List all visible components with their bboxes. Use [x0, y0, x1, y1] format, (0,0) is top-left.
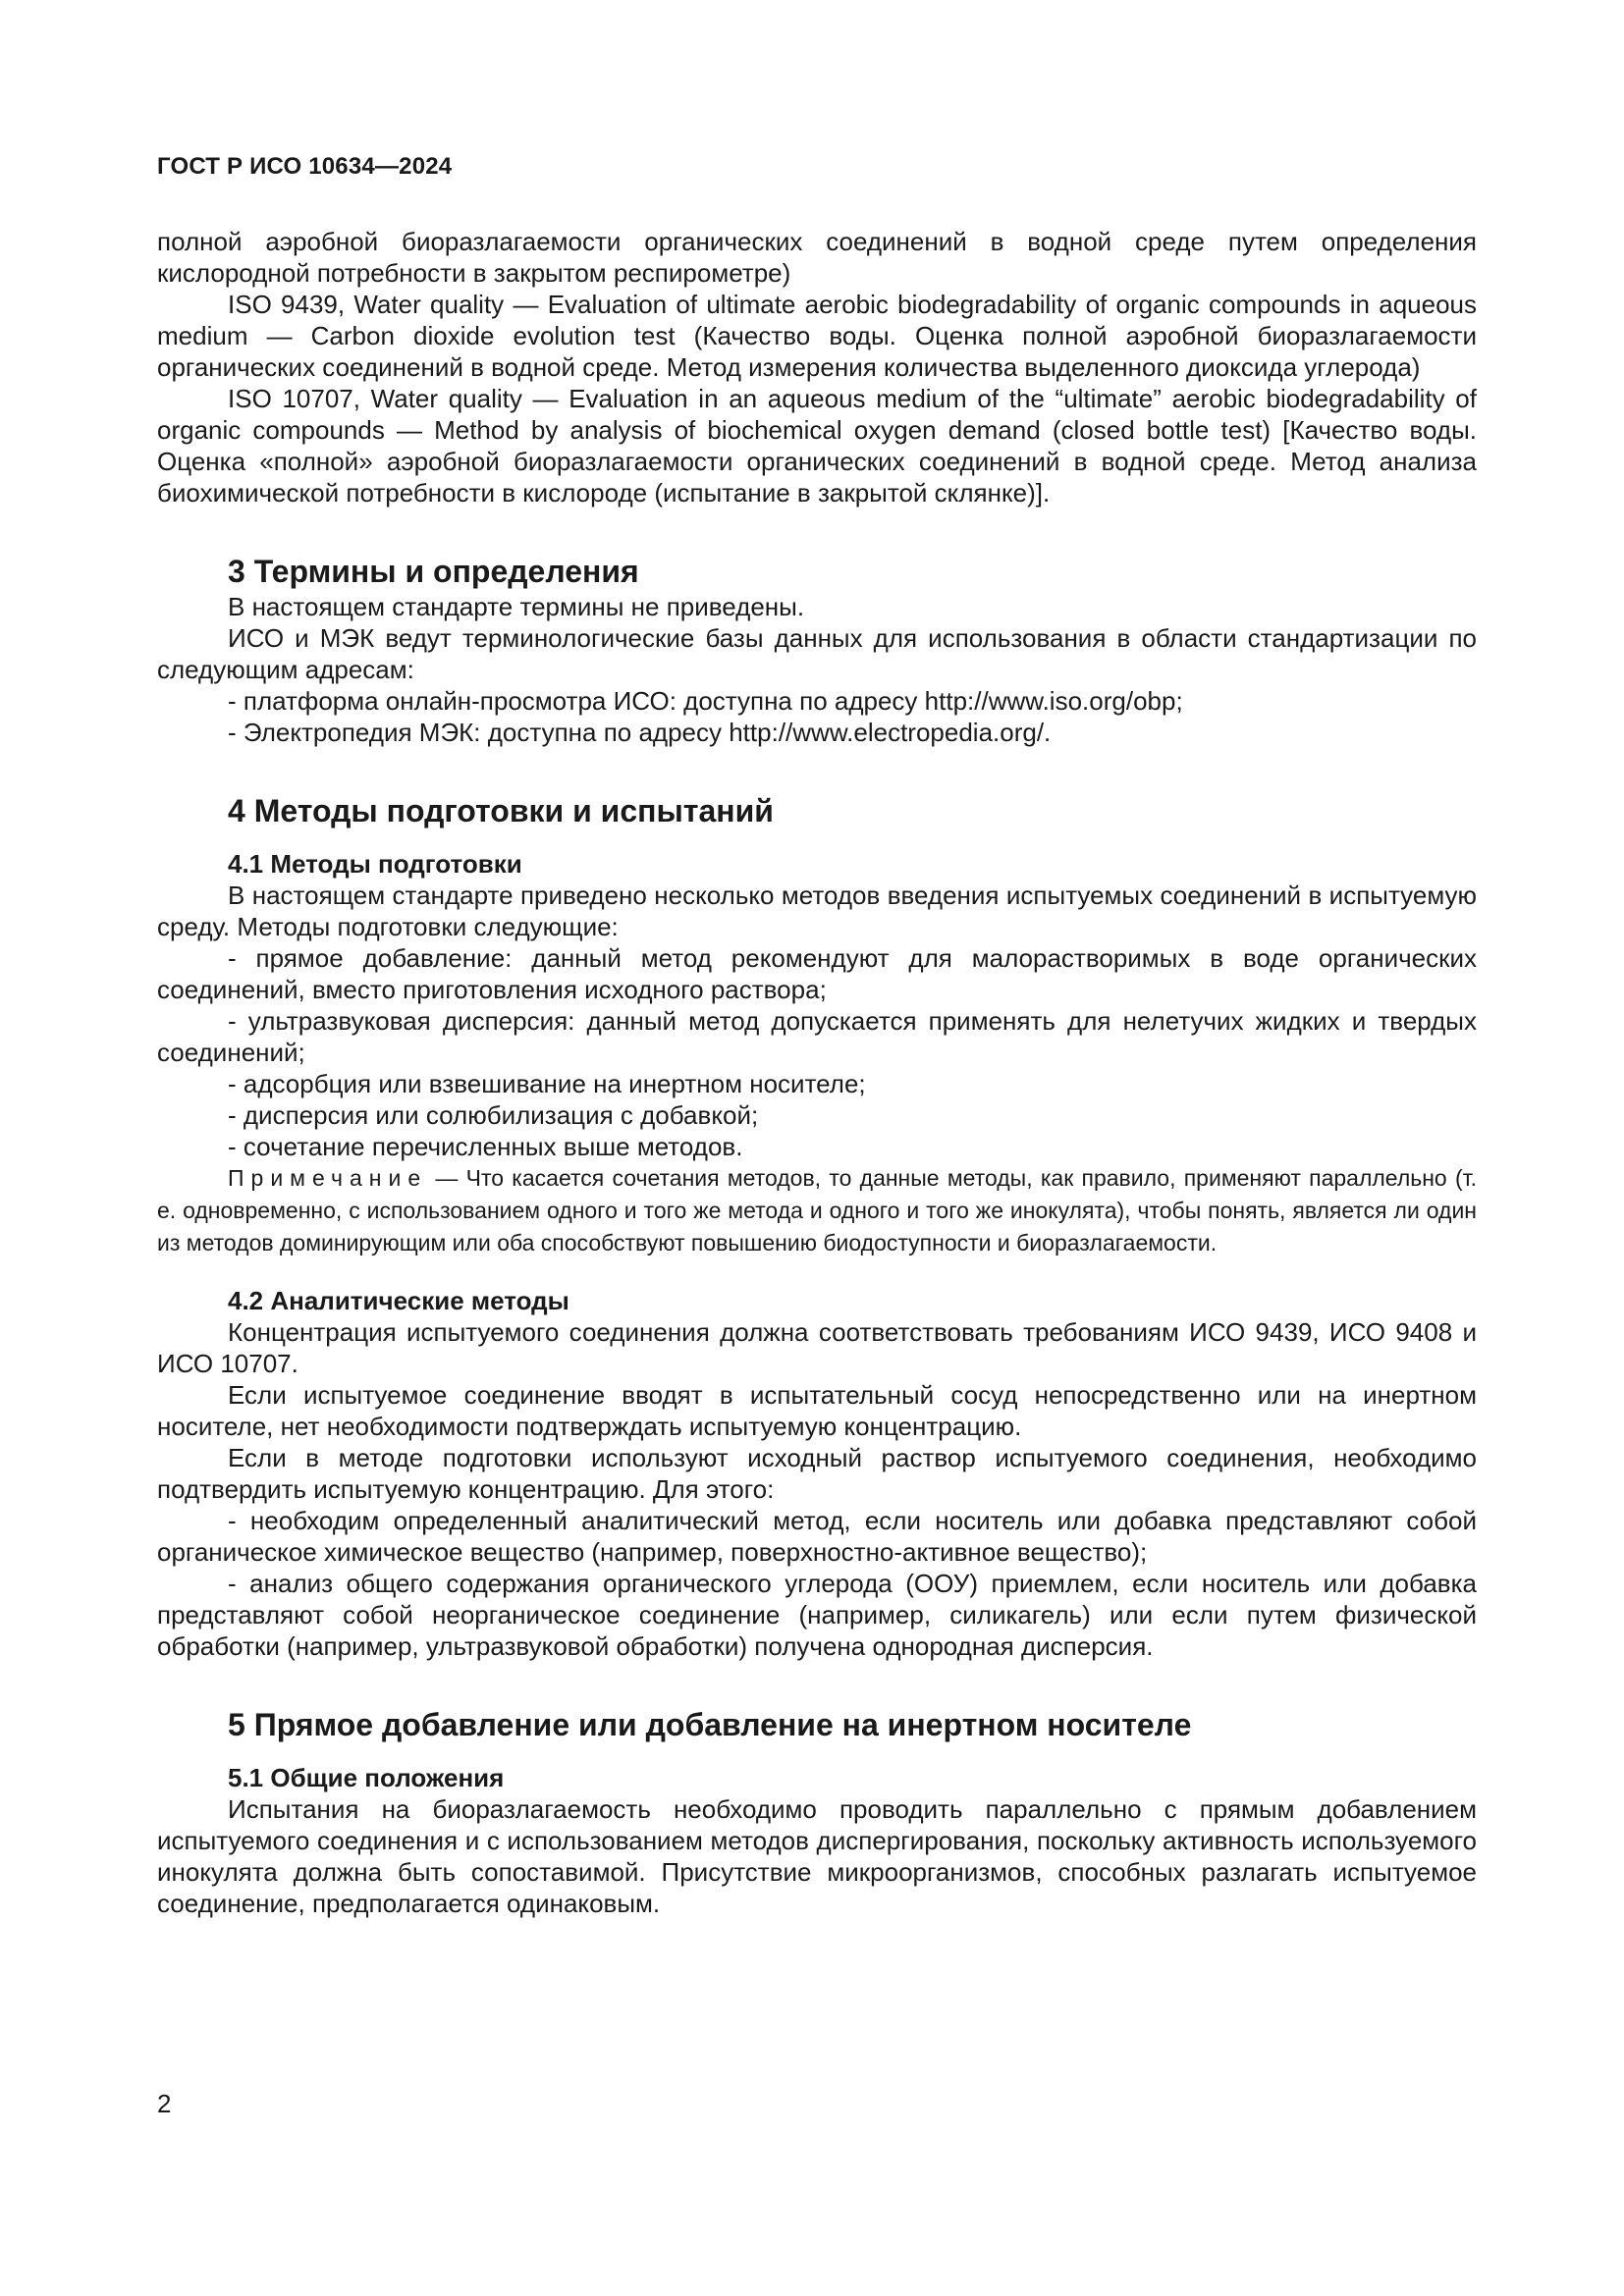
section-3-paragraph: В настоящем стандарте термины не приведены. — [228, 592, 805, 621]
page-number: 2 — [157, 2089, 172, 2118]
list-item: - ультразвуковая дисперсия: данный метод допускается применять для нелетучих жидких и твердых соединений; — [157, 1006, 1477, 1067]
subsection-5-1-paragraph: Испытания на биоразлагаемость необходимо проводить параллельно с прямым добавлением испытуемого соединения и с использованием методов диспергирования, поскольку активность используемого инокулята должна быть сопоставимой. Присутствие микроорганизмов, способных разлагать испытуемое соединение, предполагается одинаковым. — [157, 1794, 1477, 1918]
note — [157, 1162, 1477, 1259]
section-3-paragraph: ИСО и МЭК ведут терминологические базы данных для использования в области стандартизации по следующим адресам: — [157, 623, 1477, 684]
reference-iso-10707: ISO 10707, Water quality — Evaluation in an aqueous medium of the “ultimate” aerobic biodegradability of organic compounds — Method by analysis of biochemical oxygen demand (closed bottle test) [Качество воды. Оценка «полной» аэробной биоразлагаемости органических соединений в водной среде. Метод анализа биохимической потребности в кислороде (испытание в закрытой склянке)]. — [157, 384, 1477, 507]
list-item: - сочетание перечисленных выше методов. — [228, 1132, 743, 1161]
reference-iso-9439: ISO 9439, Water quality — Evaluation of ultimate aerobic biodegradability of organic compounds in aqueous medium — Carbon dioxide evolution test (Качество воды. Оценка полной аэробной биоразлагаемости органических соединений в водной среде. Метод измерения количества выделенного диоксида углерода) — [157, 290, 1477, 382]
subsection-4-2-paragraph: Если испытуемое соединение вводят в испытательный сосуд непосредственно или на инертном носителе, нет необходимости подтверждать испытуемую концентрацию. — [157, 1380, 1477, 1441]
subsection-4-2-heading: 4.2 Аналитические методы — [228, 1286, 569, 1315]
note-label: Примечание — [228, 1165, 428, 1191]
list-item: - прямое добавление: данный метод рекомендуют для малорастворимых в воде органических соединений, вместо приготовления исходного раствора; — [157, 943, 1477, 1004]
list-item: - платформа онлайн-просмотра ИСО: доступна по адресу http://www.iso.org/obp; — [228, 686, 1183, 716]
note-text: — Что касается сочетания методов, то данные методы, как правило, применяют параллельно (т. е. одновременно, с использованием одного и того же метода и одного и того же инокулята), чтобы понять, является ли один из методов доминирующим или оба способствуют повышению биодоступности и биоразлагаемости. — [157, 1165, 1477, 1255]
list-item: - адсорбция или взвешивание на инертном носителе; — [228, 1069, 866, 1098]
section-3-heading: 3 Термины и определения — [228, 554, 639, 589]
subsection-4-2-paragraph: Концентрация испытуемого соединения должна соответствовать требованиям ИСО 9439, ИСО 9408 и ИСО 10707. — [157, 1317, 1477, 1378]
subsection-4-1-heading: 4.1 Методы подготовки — [228, 849, 522, 879]
list-item: - анализ общего содержания органического углерода (ООУ) приемлем, если носитель или добавка представляют собой неорганическое соединение (например, силикагель) или если путем физической обработки (например, ультразвуковой обработки) получена однородная дисперсия. — [157, 1569, 1477, 1661]
subsection-4-2-paragraph: Если в методе подготовки используют исходный раствор испытуемого соединения, необходимо подтвердить испытуемую концентрацию. Для этого: — [157, 1443, 1477, 1504]
section-5-heading: 5 Прямое добавление или добавление на инертном носителе — [228, 1707, 1192, 1742]
list-item: - необходим определенный аналитический метод, если носитель или добавка представляют собой органическое химическое вещество (например, поверхностно-активное вещество); — [157, 1506, 1477, 1567]
document-header: ГОСТ Р ИСО 10634—2024 — [157, 153, 453, 180]
document-body — [157, 226, 1477, 1919]
section-4-heading: 4 Методы подготовки и испытаний — [228, 793, 774, 828]
list-item: - дисперсия или солюбилизация с добавкой; — [228, 1100, 759, 1130]
reference-continuation: полной аэробной биоразлагаемости органических соединений в водной среде путем определения кислородной потребности в закрытом респирометре) — [157, 227, 1477, 288]
list-item: - Электропедия МЭК: доступна по адресу http://www.electropedia.org/. — [228, 718, 1052, 747]
subsection-5-1-heading: 5.1 Общие положения — [228, 1763, 505, 1792]
subsection-4-1-paragraph: В настоящем стандарте приведено несколько методов введения испытуемых соединений в испытуемую среду. Методы подготовки следующие: — [157, 881, 1477, 941]
